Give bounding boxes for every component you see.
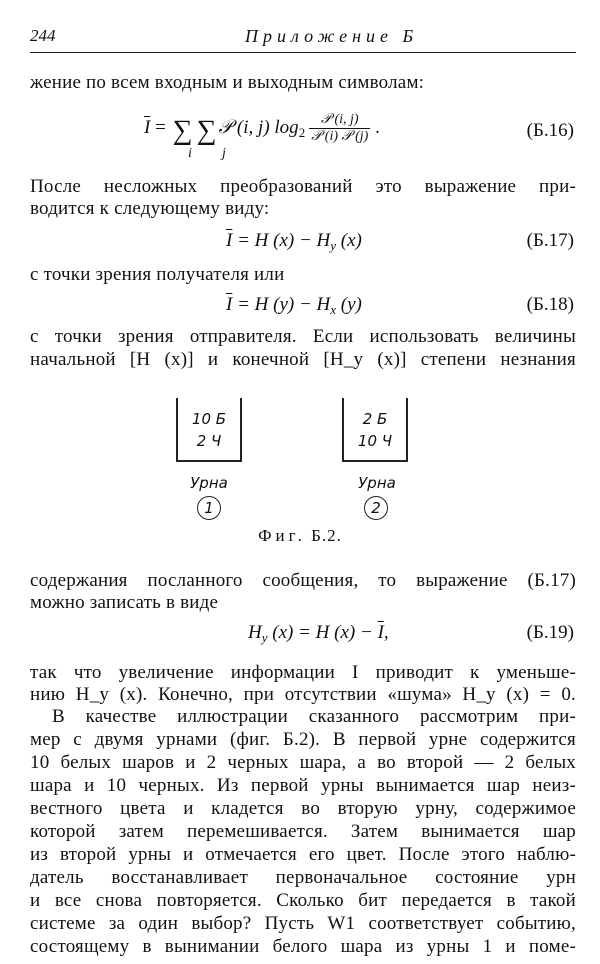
text-line: системе за один выбор? Пусть W1 соответствует событию, (30, 913, 576, 934)
urn-2-white-count: 2 Б (362, 410, 388, 428)
eq-b16-term: 𝒫 (i, j) log (218, 116, 299, 138)
text-line: начальной [H (x)] и конечной [H_y (x)] степени незнания (30, 349, 576, 370)
urn-2-label: Урна (358, 474, 396, 492)
text-line: из второй урны и отмечается его цвет. После этого наблю- (30, 844, 576, 865)
eq-b16-log-base: 2 (298, 124, 306, 140)
eq-b18-number: (Б.18) (526, 294, 574, 315)
urn-2 (342, 398, 408, 462)
text-line: водится к следующему виду: (30, 198, 270, 219)
urn-2-black-count: 10 Ч (357, 432, 393, 450)
text-line: с точки зрения отправителя. Если использовать величины (30, 326, 576, 347)
urn-1 (176, 398, 242, 462)
eq-b18-sub: x (330, 302, 337, 317)
equation-b19 (30, 622, 576, 662)
urn-2-number: 2 (364, 496, 388, 520)
eq-b19-rhs: (x) = H (x) − (267, 622, 378, 643)
text-line: нию H_y (x). Конечно, при отсутствии «шума» H_y (x) = 0. (30, 684, 576, 705)
urn-1-number: 1 (197, 496, 221, 520)
eq-b16-number: (Б.16) (526, 120, 574, 141)
sum-sign-i: ∑ (172, 114, 193, 146)
figure-caption (0, 526, 600, 546)
eq-b17-lhs: $\overline{I}$ (226, 230, 233, 251)
sum-index-j: j (222, 146, 226, 161)
sum-sign-j: ∑ (196, 114, 217, 146)
text-line: 10 белых шаров и 2 черных шара, а во второй — 2 белых (30, 752, 576, 773)
eq-b16-equals: = (150, 116, 171, 138)
eq-b16-fraction (309, 112, 370, 145)
text-line: датель восстанавливает первоначальное состояние урн (30, 867, 576, 888)
text-line: шара и 10 черных. Из первой урны вынимается шар неиз- (30, 775, 576, 796)
eq-b19-lhs: H (248, 622, 262, 643)
text-line: так что увеличение информации I приводит к уменьше- (30, 662, 576, 683)
urn-1-white-count: 10 Б (191, 410, 227, 428)
eq-b17-tail: (x) (336, 230, 362, 251)
text-line: мер с двумя урнами (фиг. Б.2). В первой урне содержится (30, 729, 576, 750)
eq-b16-denominator: 𝒫 (i) 𝒫 (j) (311, 129, 369, 144)
eq-b18-tail: (y) (336, 294, 362, 315)
text-line: вестного цвета и кладется во вторую урну, содержимое (30, 798, 576, 819)
eq-b17-number: (Б.17) (526, 230, 574, 251)
text-line: После несложных преобразований это выражение при- (30, 176, 576, 197)
eq-b19-lhs-sub: y (261, 630, 268, 645)
text-line: В качестве иллюстрации сказанного рассмотрим при- (52, 706, 576, 727)
eq-b19-tail: , (383, 622, 389, 643)
running-head: Приложение Б (245, 26, 419, 46)
text-line: содержания посланного сообщения, то выражение (Б.17) (30, 570, 576, 591)
text-line: которой затем перемешивается. Затем вынимается шар (30, 821, 576, 842)
header-rule (30, 52, 576, 53)
figure-caption-word: Фиг. (258, 526, 306, 545)
figure-caption-id: Б.2. (311, 526, 342, 545)
text-line: и все снова повторяется. Сколько бит передается в такой (30, 890, 576, 911)
sum-index-i: i (188, 146, 192, 161)
eq-b19-number: (Б.19) (526, 622, 574, 643)
figure-urns (0, 388, 600, 558)
equation-b16 (30, 110, 576, 161)
eq-b18-lhs: $\overline{I}$ (226, 294, 233, 315)
eq-b16-tail: . (370, 116, 380, 138)
eq-b17-sub: y (330, 238, 337, 253)
urn-1-black-count: 2 Ч (196, 432, 222, 450)
text-line: можно записать в виде (30, 592, 219, 613)
page-header (30, 26, 576, 50)
eq-b16-lhs: $\overline{I}$ (144, 116, 151, 138)
urn-1-label: Урна (190, 474, 228, 492)
eq-b19-rhs-bar: $\overline{I}$ (377, 622, 384, 643)
eq-b16-numerator: 𝒫 (i, j) (309, 112, 370, 129)
eq-b18-rhs: = H (y) − H (232, 294, 331, 315)
text-line: жение по всем входным и выходным символам: (30, 72, 425, 93)
text-line: с точки зрения получателя или (30, 264, 285, 285)
page-number: 244 (30, 26, 56, 45)
eq-b17-rhs: = H (x) − H (232, 230, 331, 251)
text-line: состоящему в вынимании белого шара из урны 1 и поме- (30, 936, 576, 957)
